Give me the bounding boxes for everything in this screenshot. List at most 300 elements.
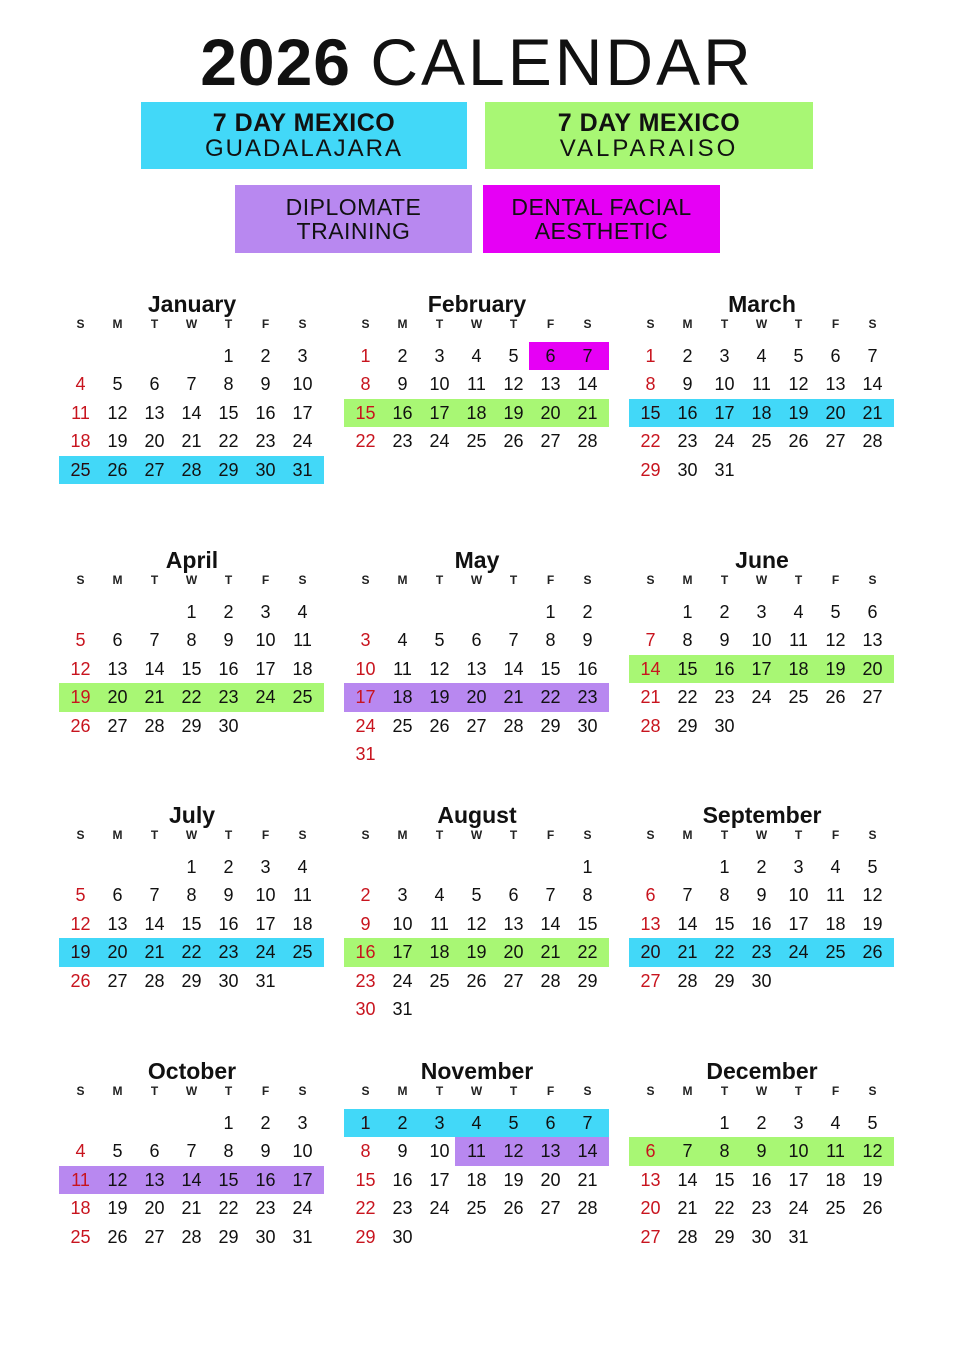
date-cell[interactable]: 30 xyxy=(577,715,598,736)
date-cell[interactable]: 9 xyxy=(223,630,234,651)
date-cell[interactable]: 26 xyxy=(825,687,846,708)
date-cell[interactable]: 16 xyxy=(255,1169,276,1190)
date-cell[interactable]: 5 xyxy=(112,374,123,395)
date-cell[interactable]: 18 xyxy=(70,431,91,452)
date-cell[interactable]: 5 xyxy=(793,346,804,366)
date-cell[interactable]: 7 xyxy=(186,374,197,395)
date-cell[interactable]: 21 xyxy=(862,402,883,423)
date-cell[interactable]: 27 xyxy=(640,970,661,991)
date-cell[interactable]: 27 xyxy=(107,970,128,991)
date-cell[interactable]: 9 xyxy=(397,374,408,395)
date-cell[interactable]: 29 xyxy=(577,970,598,991)
date-cell[interactable]: 20 xyxy=(540,402,561,423)
date-cell[interactable]: 6 xyxy=(545,346,556,366)
date-cell[interactable]: 18 xyxy=(466,402,487,423)
date-cell[interactable]: 17 xyxy=(255,913,276,934)
date-cell[interactable]: 9 xyxy=(756,1141,767,1162)
date-cell[interactable]: 24 xyxy=(788,942,809,963)
date-cell[interactable]: 28 xyxy=(640,715,661,736)
date-cell[interactable]: 13 xyxy=(107,658,128,679)
date-cell[interactable]: 6 xyxy=(830,346,841,366)
date-cell[interactable]: 24 xyxy=(429,1198,450,1219)
date-cell[interactable]: 21 xyxy=(144,687,165,708)
date-cell[interactable]: 16 xyxy=(392,402,413,423)
date-cell[interactable]: 8 xyxy=(360,374,371,395)
date-cell[interactable]: 8 xyxy=(186,630,197,651)
date-cell[interactable]: 5 xyxy=(508,346,519,366)
date-cell[interactable]: 21 xyxy=(144,942,165,963)
date-cell[interactable]: 20 xyxy=(144,1198,165,1219)
date-cell[interactable]: 30 xyxy=(218,970,239,991)
date-cell[interactable]: 25 xyxy=(788,687,809,708)
date-cell[interactable]: 23 xyxy=(714,687,735,708)
date-cell[interactable]: 12 xyxy=(107,402,128,423)
date-cell[interactable]: 1 xyxy=(360,346,371,366)
date-cell[interactable]: 1 xyxy=(223,1113,234,1133)
date-cell[interactable]: 21 xyxy=(640,687,661,708)
date-cell[interactable]: 24 xyxy=(429,431,450,452)
date-cell[interactable]: 7 xyxy=(149,885,160,906)
date-cell[interactable]: 3 xyxy=(397,885,408,906)
date-cell[interactable]: 12 xyxy=(466,913,487,934)
date-cell[interactable]: 18 xyxy=(70,1198,91,1219)
date-cell[interactable]: 22 xyxy=(181,687,202,708)
date-cell[interactable]: 25 xyxy=(825,942,846,963)
date-cell[interactable]: 23 xyxy=(255,1198,276,1219)
date-cell[interactable]: 15 xyxy=(714,913,735,934)
date-cell[interactable]: 28 xyxy=(677,1226,698,1247)
date-cell[interactable]: 11 xyxy=(467,374,486,395)
date-cell[interactable]: 29 xyxy=(540,715,561,736)
date-cell[interactable]: 21 xyxy=(181,1198,202,1219)
date-cell[interactable]: 15 xyxy=(640,402,661,423)
date-cell[interactable]: 3 xyxy=(297,1113,308,1133)
date-cell[interactable]: 26 xyxy=(788,431,809,452)
date-cell[interactable]: 4 xyxy=(793,602,804,622)
date-cell[interactable]: 1 xyxy=(545,602,556,622)
date-cell[interactable]: 20 xyxy=(107,687,128,708)
date-cell[interactable]: 4 xyxy=(756,346,767,366)
date-cell[interactable]: 5 xyxy=(471,885,482,906)
date-cell[interactable]: 14 xyxy=(862,374,883,395)
date-cell[interactable]: 6 xyxy=(149,374,160,395)
date-cell[interactable]: 9 xyxy=(582,630,593,651)
date-cell[interactable]: 25 xyxy=(292,942,313,963)
date-cell[interactable]: 29 xyxy=(355,1226,376,1247)
date-cell[interactable]: 21 xyxy=(677,1198,698,1219)
date-cell[interactable]: 25 xyxy=(70,459,91,480)
date-cell[interactable]: 24 xyxy=(255,942,276,963)
date-cell[interactable]: 14 xyxy=(144,658,165,679)
date-cell[interactable]: 2 xyxy=(756,1113,767,1133)
date-cell[interactable]: 8 xyxy=(682,630,693,651)
date-cell[interactable]: 22 xyxy=(355,431,376,452)
date-cell[interactable]: 5 xyxy=(508,1113,519,1133)
date-cell[interactable]: 25 xyxy=(392,715,413,736)
date-cell[interactable]: 17 xyxy=(429,402,450,423)
date-cell[interactable]: 13 xyxy=(144,1169,165,1190)
date-cell[interactable]: 25 xyxy=(292,687,313,708)
date-cell[interactable]: 18 xyxy=(788,658,809,679)
date-cell[interactable]: 18 xyxy=(825,1169,846,1190)
date-cell[interactable]: 6 xyxy=(508,885,519,906)
date-cell[interactable]: 28 xyxy=(144,715,165,736)
date-cell[interactable]: 11 xyxy=(826,885,845,906)
date-cell[interactable]: 31 xyxy=(255,970,276,991)
date-cell[interactable]: 11 xyxy=(293,885,312,906)
date-cell[interactable]: 7 xyxy=(867,346,878,366)
date-cell[interactable]: 24 xyxy=(292,431,313,452)
date-cell[interactable]: 8 xyxy=(645,374,656,395)
date-cell[interactable]: 7 xyxy=(582,1113,593,1133)
date-cell[interactable]: 15 xyxy=(181,658,202,679)
date-cell[interactable]: 17 xyxy=(392,942,413,963)
date-cell[interactable]: 20 xyxy=(825,402,846,423)
date-cell[interactable]: 9 xyxy=(756,885,767,906)
date-cell[interactable]: 7 xyxy=(149,630,160,651)
date-cell[interactable]: 19 xyxy=(503,1169,524,1190)
date-cell[interactable]: 23 xyxy=(751,1198,772,1219)
date-cell[interactable]: 15 xyxy=(577,913,598,934)
date-cell[interactable]: 22 xyxy=(181,942,202,963)
date-cell[interactable]: 23 xyxy=(577,687,598,708)
date-cell[interactable]: 7 xyxy=(582,346,593,366)
date-cell[interactable]: 28 xyxy=(577,1198,598,1219)
date-cell[interactable]: 14 xyxy=(181,1169,202,1190)
date-cell[interactable]: 12 xyxy=(70,913,91,934)
date-cell[interactable]: 23 xyxy=(218,687,239,708)
date-cell[interactable]: 2 xyxy=(223,602,234,622)
date-cell[interactable]: 24 xyxy=(355,715,376,736)
date-cell[interactable]: 10 xyxy=(751,630,772,651)
date-cell[interactable]: 1 xyxy=(186,857,197,877)
date-cell[interactable]: 8 xyxy=(186,885,197,906)
date-cell[interactable]: 26 xyxy=(503,1198,524,1219)
date-cell[interactable]: 1 xyxy=(582,857,593,877)
date-cell[interactable]: 10 xyxy=(255,630,276,651)
date-cell[interactable]: 4 xyxy=(397,630,408,651)
date-cell[interactable]: 5 xyxy=(830,602,841,622)
date-cell[interactable]: 18 xyxy=(292,658,313,679)
date-cell[interactable]: 14 xyxy=(677,1169,698,1190)
date-cell[interactable]: 22 xyxy=(540,687,561,708)
date-cell[interactable]: 18 xyxy=(825,913,846,934)
date-cell[interactable]: 19 xyxy=(788,402,809,423)
date-cell[interactable]: 16 xyxy=(355,942,376,963)
date-cell[interactable]: 10 xyxy=(714,374,735,395)
date-cell[interactable]: 16 xyxy=(677,402,698,423)
date-cell[interactable]: 18 xyxy=(466,1169,487,1190)
date-cell[interactable]: 1 xyxy=(719,857,730,877)
date-cell[interactable]: 6 xyxy=(149,1141,160,1162)
date-cell[interactable]: 28 xyxy=(181,1226,202,1247)
date-cell[interactable]: 17 xyxy=(714,402,735,423)
date-cell[interactable]: 31 xyxy=(355,744,376,764)
date-cell[interactable]: 16 xyxy=(751,1169,772,1190)
date-cell[interactable]: 27 xyxy=(540,431,561,452)
date-cell[interactable]: 6 xyxy=(471,630,482,651)
date-cell[interactable]: 9 xyxy=(682,374,693,395)
date-cell[interactable]: 19 xyxy=(466,942,487,963)
date-cell[interactable]: 3 xyxy=(297,346,308,366)
date-cell[interactable]: 10 xyxy=(255,885,276,906)
date-cell[interactable]: 30 xyxy=(355,999,376,1019)
date-cell[interactable]: 11 xyxy=(826,1141,845,1162)
date-cell[interactable]: 20 xyxy=(540,1169,561,1190)
date-cell[interactable]: 9 xyxy=(719,630,730,651)
date-cell[interactable]: 6 xyxy=(112,885,123,906)
date-cell[interactable]: 13 xyxy=(503,913,524,934)
date-cell[interactable]: 2 xyxy=(223,857,234,877)
date-cell[interactable]: 12 xyxy=(70,658,91,679)
date-cell[interactable]: 30 xyxy=(751,1226,772,1247)
date-cell[interactable]: 16 xyxy=(751,913,772,934)
date-cell[interactable]: 16 xyxy=(577,658,598,679)
date-cell[interactable]: 25 xyxy=(751,431,772,452)
date-cell[interactable]: 4 xyxy=(830,1113,841,1133)
date-cell[interactable]: 13 xyxy=(144,402,165,423)
date-cell[interactable]: 28 xyxy=(181,459,202,480)
date-cell[interactable]: 27 xyxy=(107,715,128,736)
date-cell[interactable]: 31 xyxy=(788,1226,809,1247)
date-cell[interactable]: 3 xyxy=(793,857,804,877)
date-cell[interactable]: 17 xyxy=(255,658,276,679)
date-cell[interactable]: 19 xyxy=(70,942,91,963)
date-cell[interactable]: 28 xyxy=(577,431,598,452)
date-cell[interactable]: 29 xyxy=(181,970,202,991)
date-cell[interactable]: 25 xyxy=(70,1226,91,1247)
date-cell[interactable]: 4 xyxy=(830,857,841,877)
date-cell[interactable]: 17 xyxy=(429,1169,450,1190)
date-cell[interactable]: 17 xyxy=(292,1169,313,1190)
date-cell[interactable]: 7 xyxy=(545,885,556,906)
date-cell[interactable]: 4 xyxy=(75,374,86,395)
date-cell[interactable]: 17 xyxy=(788,1169,809,1190)
date-cell[interactable]: 19 xyxy=(825,658,846,679)
date-cell[interactable]: 1 xyxy=(719,1113,730,1133)
date-cell[interactable]: 21 xyxy=(181,431,202,452)
date-cell[interactable]: 29 xyxy=(640,459,661,480)
date-cell[interactable]: 31 xyxy=(392,999,413,1019)
date-cell[interactable]: 13 xyxy=(466,658,487,679)
date-cell[interactable]: 26 xyxy=(503,431,524,452)
date-cell[interactable]: 2 xyxy=(260,1113,271,1133)
date-cell[interactable]: 24 xyxy=(714,431,735,452)
date-cell[interactable]: 13 xyxy=(862,630,883,651)
date-cell[interactable]: 20 xyxy=(466,687,487,708)
date-cell[interactable]: 19 xyxy=(503,402,524,423)
date-cell[interactable]: 10 xyxy=(392,913,413,934)
date-cell[interactable]: 22 xyxy=(714,1198,735,1219)
date-cell[interactable]: 14 xyxy=(503,658,524,679)
date-cell[interactable]: 10 xyxy=(788,1141,809,1162)
date-cell[interactable]: 3 xyxy=(360,630,371,651)
date-cell[interactable]: 15 xyxy=(355,402,376,423)
date-cell[interactable]: 15 xyxy=(714,1169,735,1190)
date-cell[interactable]: 25 xyxy=(466,1198,487,1219)
date-cell[interactable]: 14 xyxy=(540,913,561,934)
date-cell[interactable]: 22 xyxy=(218,1198,239,1219)
date-cell[interactable]: 25 xyxy=(429,970,450,991)
date-cell[interactable]: 3 xyxy=(719,346,730,366)
date-cell[interactable]: 12 xyxy=(788,374,809,395)
date-cell[interactable]: 22 xyxy=(677,687,698,708)
date-cell[interactable]: 30 xyxy=(255,1226,276,1247)
date-cell[interactable]: 15 xyxy=(218,402,239,423)
date-cell[interactable]: 14 xyxy=(181,402,202,423)
date-cell[interactable]: 4 xyxy=(471,1113,482,1133)
date-cell[interactable]: 20 xyxy=(640,1198,661,1219)
date-cell[interactable]: 16 xyxy=(392,1169,413,1190)
date-cell[interactable]: 11 xyxy=(467,1141,486,1162)
date-cell[interactable]: 20 xyxy=(640,942,661,963)
date-cell[interactable]: 24 xyxy=(788,1198,809,1219)
date-cell[interactable]: 12 xyxy=(825,630,846,651)
date-cell[interactable]: 13 xyxy=(640,1169,661,1190)
date-cell[interactable]: 2 xyxy=(397,1113,408,1133)
date-cell[interactable]: 6 xyxy=(112,630,123,651)
date-cell[interactable]: 13 xyxy=(540,374,561,395)
date-cell[interactable]: 27 xyxy=(144,459,165,480)
date-cell[interactable]: 30 xyxy=(255,459,276,480)
date-cell[interactable]: 15 xyxy=(181,913,202,934)
date-cell[interactable]: 3 xyxy=(793,1113,804,1133)
date-cell[interactable]: 15 xyxy=(540,658,561,679)
date-cell[interactable]: 10 xyxy=(788,885,809,906)
date-cell[interactable]: 17 xyxy=(292,402,313,423)
date-cell[interactable]: 2 xyxy=(756,857,767,877)
date-cell[interactable]: 15 xyxy=(355,1169,376,1190)
date-cell[interactable]: 13 xyxy=(825,374,846,395)
date-cell[interactable]: 27 xyxy=(503,970,524,991)
date-cell[interactable]: 23 xyxy=(355,970,376,991)
date-cell[interactable]: 29 xyxy=(714,970,735,991)
date-cell[interactable]: 4 xyxy=(297,602,308,622)
date-cell[interactable]: 4 xyxy=(75,1141,86,1162)
date-cell[interactable]: 11 xyxy=(430,913,449,934)
date-cell[interactable]: 29 xyxy=(677,715,698,736)
date-cell[interactable]: 22 xyxy=(640,431,661,452)
date-cell[interactable]: 6 xyxy=(645,1141,656,1162)
date-cell[interactable]: 16 xyxy=(714,658,735,679)
date-cell[interactable]: 20 xyxy=(862,658,883,679)
date-cell[interactable]: 27 xyxy=(862,687,883,708)
date-cell[interactable]: 27 xyxy=(640,1226,661,1247)
date-cell[interactable]: 21 xyxy=(540,942,561,963)
date-cell[interactable]: 21 xyxy=(577,1169,598,1190)
date-cell[interactable]: 15 xyxy=(677,658,698,679)
date-cell[interactable]: 26 xyxy=(429,715,450,736)
date-cell[interactable]: 1 xyxy=(186,602,197,622)
date-cell[interactable]: 19 xyxy=(862,913,883,934)
date-cell[interactable]: 28 xyxy=(144,970,165,991)
date-cell[interactable]: 2 xyxy=(719,602,730,622)
date-cell[interactable]: 10 xyxy=(429,374,450,395)
date-cell[interactable]: 19 xyxy=(70,687,91,708)
date-cell[interactable]: 7 xyxy=(508,630,519,651)
date-cell[interactable]: 21 xyxy=(577,402,598,423)
date-cell[interactable]: 25 xyxy=(825,1198,846,1219)
date-cell[interactable]: 16 xyxy=(218,658,239,679)
date-cell[interactable]: 19 xyxy=(862,1169,883,1190)
date-cell[interactable]: 21 xyxy=(503,687,524,708)
date-cell[interactable]: 9 xyxy=(260,1141,271,1162)
date-cell[interactable]: 1 xyxy=(645,346,656,366)
date-cell[interactable]: 17 xyxy=(355,687,376,708)
date-cell[interactable]: 29 xyxy=(181,715,202,736)
date-cell[interactable]: 9 xyxy=(360,913,371,934)
date-cell[interactable]: 27 xyxy=(144,1226,165,1247)
date-cell[interactable]: 15 xyxy=(218,1169,239,1190)
date-cell[interactable]: 31 xyxy=(714,459,735,480)
date-cell[interactable]: 6 xyxy=(545,1113,556,1133)
date-cell[interactable]: 9 xyxy=(397,1141,408,1162)
date-cell[interactable]: 7 xyxy=(682,885,693,906)
date-cell[interactable]: 28 xyxy=(540,970,561,991)
date-cell[interactable]: 5 xyxy=(75,630,86,651)
date-cell[interactable]: 13 xyxy=(107,913,128,934)
date-cell[interactable]: 30 xyxy=(392,1226,413,1247)
date-cell[interactable]: 31 xyxy=(292,1226,313,1247)
date-cell[interactable]: 30 xyxy=(714,715,735,736)
date-cell[interactable]: 13 xyxy=(540,1141,561,1162)
date-cell[interactable]: 25 xyxy=(466,431,487,452)
date-cell[interactable]: 3 xyxy=(756,602,767,622)
date-cell[interactable]: 26 xyxy=(466,970,487,991)
date-cell[interactable]: 23 xyxy=(392,1198,413,1219)
date-cell[interactable]: 8 xyxy=(360,1141,371,1162)
date-cell[interactable]: 17 xyxy=(751,658,772,679)
date-cell[interactable]: 9 xyxy=(223,885,234,906)
date-cell[interactable]: 6 xyxy=(867,602,878,622)
date-cell[interactable]: 14 xyxy=(577,374,598,395)
date-cell[interactable]: 11 xyxy=(71,402,90,423)
date-cell[interactable]: 23 xyxy=(677,431,698,452)
date-cell[interactable]: 5 xyxy=(112,1141,123,1162)
date-cell[interactable]: 18 xyxy=(751,402,772,423)
date-cell[interactable]: 26 xyxy=(862,942,883,963)
date-cell[interactable]: 28 xyxy=(503,715,524,736)
date-cell[interactable]: 12 xyxy=(429,658,450,679)
date-cell[interactable]: 11 xyxy=(293,630,312,651)
date-cell[interactable]: 18 xyxy=(392,687,413,708)
date-cell[interactable]: 27 xyxy=(540,1198,561,1219)
date-cell[interactable]: 6 xyxy=(645,885,656,906)
date-cell[interactable]: 26 xyxy=(862,1198,883,1219)
date-cell[interactable]: 24 xyxy=(255,687,276,708)
date-cell[interactable]: 29 xyxy=(218,459,239,480)
date-cell[interactable]: 16 xyxy=(218,913,239,934)
date-cell[interactable]: 2 xyxy=(360,885,371,906)
date-cell[interactable]: 8 xyxy=(223,1141,234,1162)
date-cell[interactable]: 3 xyxy=(434,1113,445,1133)
date-cell[interactable]: 2 xyxy=(682,346,693,366)
date-cell[interactable]: 12 xyxy=(107,1169,128,1190)
date-cell[interactable]: 26 xyxy=(70,970,91,991)
date-cell[interactable]: 17 xyxy=(788,913,809,934)
date-cell[interactable]: 1 xyxy=(223,346,234,366)
date-cell[interactable]: 8 xyxy=(719,1141,730,1162)
date-cell[interactable]: 30 xyxy=(218,715,239,736)
date-cell[interactable]: 30 xyxy=(751,970,772,991)
date-cell[interactable]: 11 xyxy=(789,630,808,651)
date-cell[interactable]: 19 xyxy=(107,1198,128,1219)
date-cell[interactable]: 5 xyxy=(75,885,86,906)
date-cell[interactable]: 14 xyxy=(144,913,165,934)
date-cell[interactable]: 1 xyxy=(360,1113,371,1133)
date-cell[interactable]: 3 xyxy=(260,602,271,622)
date-cell[interactable]: 31 xyxy=(292,459,313,480)
